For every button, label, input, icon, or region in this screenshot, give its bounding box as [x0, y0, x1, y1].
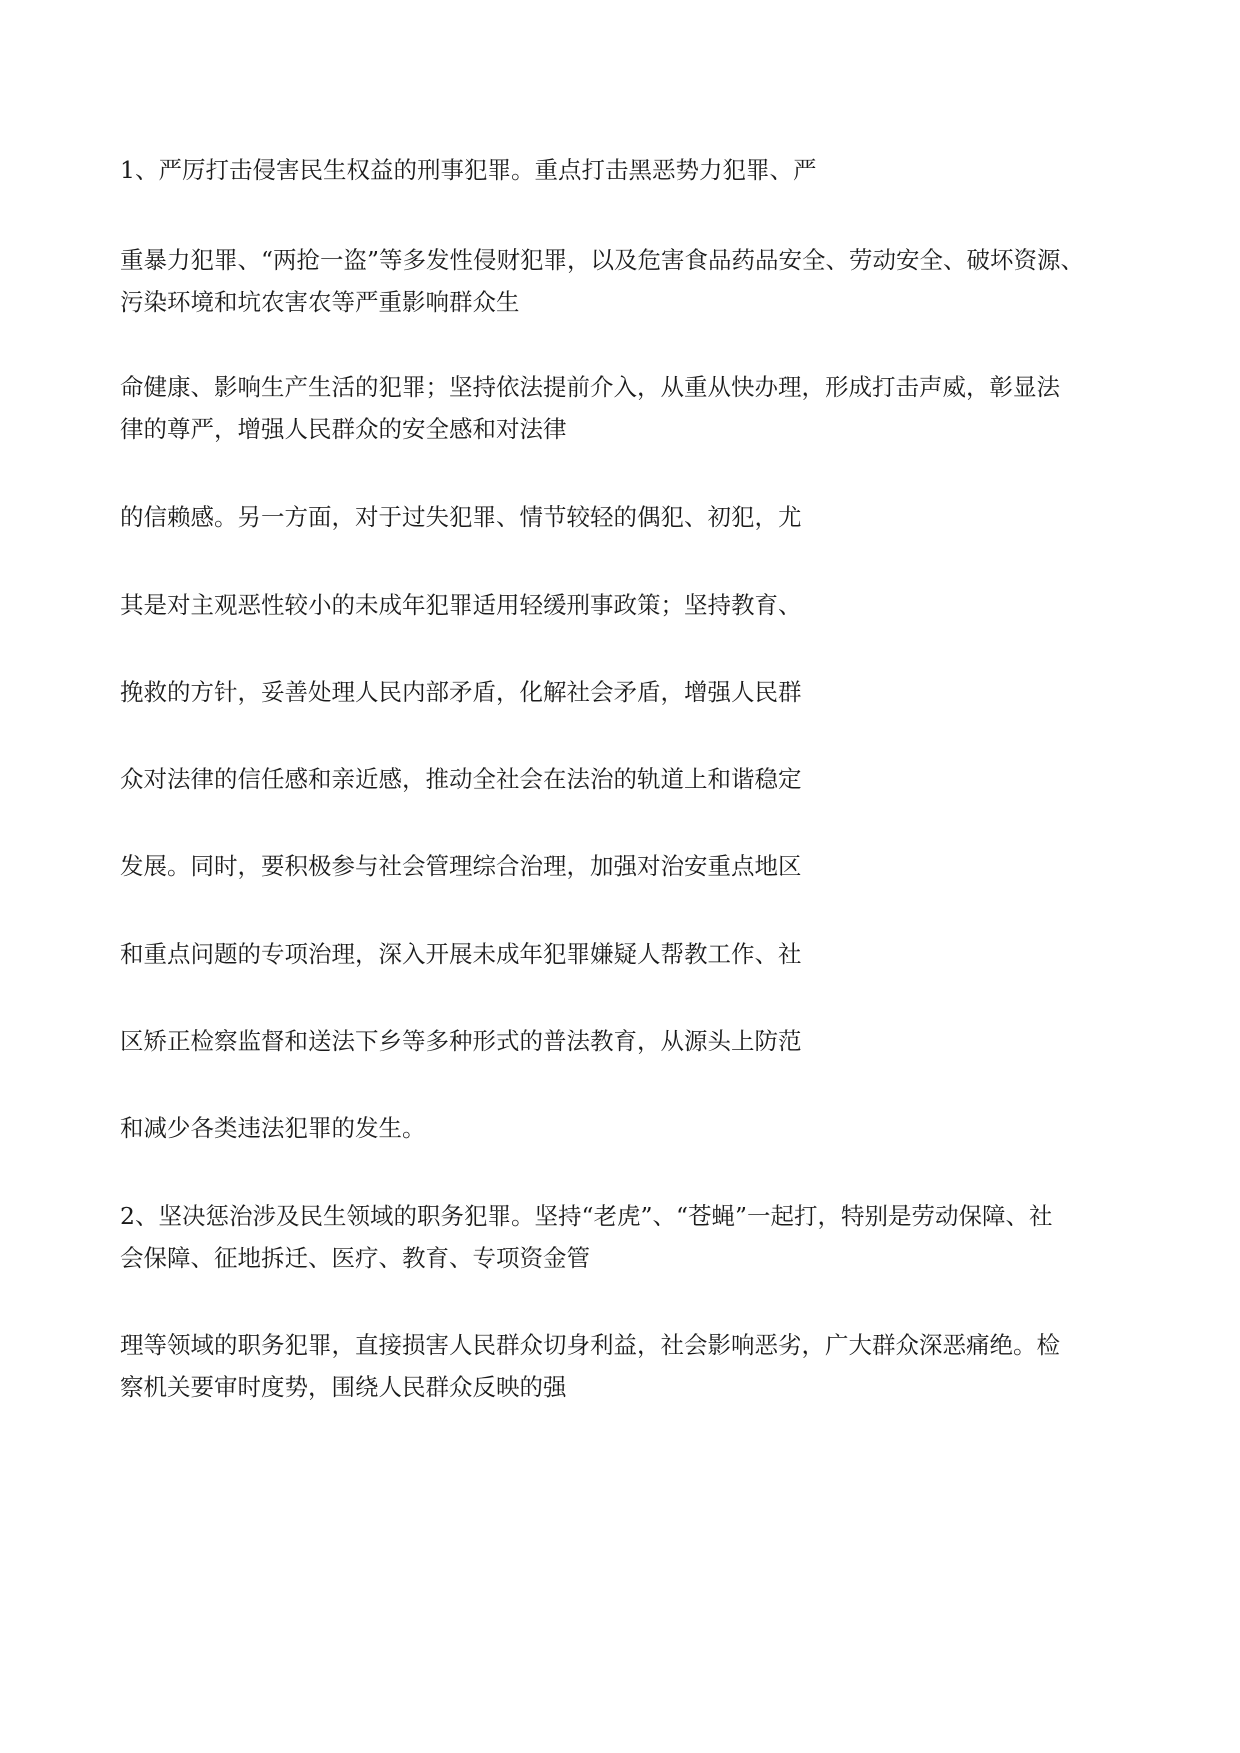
- text-line: 其是对主观恶性较小的未成年犯罪适用轻缓刑事政策；坚持教育、: [120, 591, 802, 619]
- text-line: 律的尊严，增强人民群众的安全感和对法律: [120, 415, 567, 443]
- text-line: 的信赖感。另一方面，对于过失犯罪、情节较轻的偶犯、初犯，尤: [120, 503, 802, 531]
- text-line: 和重点问题的专项治理，深入开展未成年犯罪嫌疑人帮教工作、社: [120, 940, 802, 968]
- text-line: 重暴力犯罪、“两抢一盗”等多发性侵财犯罪，以及危害食品药品安全、劳动安全、破坏资源、: [120, 246, 1085, 274]
- text-line: 污染环境和坑农害农等严重影响群众生: [120, 288, 520, 316]
- text-line: 会保障、征地拆迁、医疗、教育、专项资金管: [120, 1244, 590, 1272]
- text-line: 挽救的方针，妥善处理人民内部矛盾，化解社会矛盾，增强人民群: [120, 678, 802, 706]
- text-line: 察机关要审时度势，围绕人民群众反映的强: [120, 1373, 567, 1401]
- text-line: 和减少各类违法犯罪的发生。: [120, 1114, 426, 1142]
- text-line: 1、严厉打击侵害民生权益的刑事犯罪。重点打击黑恶势力犯罪、严: [120, 156, 817, 184]
- text-line: 众对法律的信任感和亲近感，推动全社会在法治的轨道上和谐稳定: [120, 765, 802, 793]
- text-line: 区矫正检察监督和送法下乡等多种形式的普法教育，从源头上防范: [120, 1027, 802, 1055]
- text-line: 命健康、影响生产生活的犯罪；坚持依法提前介入，从重从快办理，形成打击声威，彰显法: [120, 373, 1060, 401]
- text-line: 发展。同时，要积极参与社会管理综合治理，加强对治安重点地区: [120, 852, 802, 880]
- text-line: 理等领域的职务犯罪，直接损害人民群众切身利益，社会影响恶劣，广大群众深恶痛绝。检: [120, 1331, 1060, 1359]
- text-line: 2、坚决惩治涉及民生领域的职务犯罪。坚持“老虎”、“苍蝇”一起打，特别是劳动保障、社: [120, 1202, 1053, 1230]
